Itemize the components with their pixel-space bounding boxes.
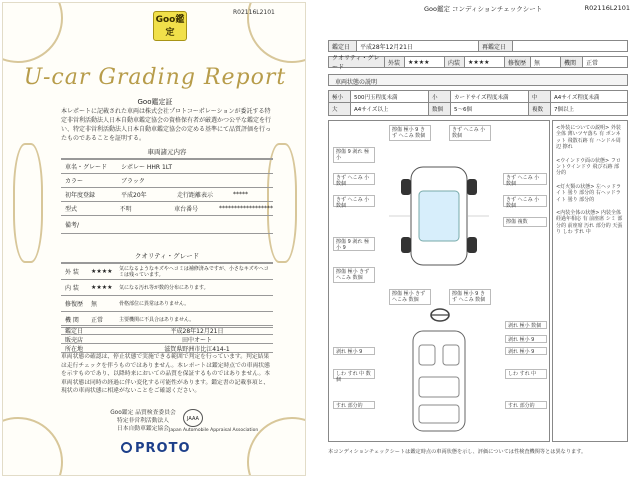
damage-note: 擦傷 極小 9 きず へこみ 数個 bbox=[449, 289, 491, 305]
damage-note: 擦傷 極小 9 きず へこみ 数個 bbox=[389, 125, 431, 141]
damage-note: 擦傷 極小 きず へこみ 数個 bbox=[389, 289, 431, 305]
proto-mark-icon bbox=[121, 442, 132, 453]
ornament-bottom-left bbox=[2, 417, 63, 476]
sheet-title: Goo鑑定 コンディションチェックシート bbox=[424, 5, 543, 13]
goo-logo: Goo鑑定 bbox=[153, 11, 187, 41]
exterior-note: <外装についての説明> 外装全体 薄いツヤ落ち 有 ボンネット 飛散石跡 有 ハンドル周辺 擦れ bbox=[556, 125, 621, 151]
damage-note: きず へこみ 小 数個 bbox=[503, 195, 547, 207]
damage-note: すれ 部分的 bbox=[505, 401, 547, 409]
damage-note: 擦傷 9 剥れ 極小 bbox=[333, 147, 375, 163]
size-legend-row: 大 A4サイズ以上 数個 5〜6個 複数 7個以上 bbox=[329, 103, 627, 115]
damage-note: きず へこみ 小 数個 bbox=[333, 195, 375, 207]
vehicle-row: 車名・グレード シボレー HHR 1LT bbox=[61, 160, 273, 174]
size-legend bbox=[328, 90, 628, 116]
quality-row: 外 装 ★★★★ 気になるようなキズやヘコミは補修済みですが、小さなキズやヘコミは残っています。 bbox=[61, 264, 273, 280]
date-row: 鑑定日 平成28年12月21日 再鑑定日 bbox=[328, 40, 628, 52]
damage-note: すれ 部分的 bbox=[333, 401, 375, 409]
condition-check-sheet bbox=[320, 2, 638, 478]
jaaa-logo: JAAA bbox=[183, 409, 203, 427]
appraisal-row: 鑑定日 平成28年12月21日 bbox=[61, 326, 273, 335]
vehicle-row: カラー ブラック bbox=[61, 174, 273, 188]
sheet-id: R02116L2101 bbox=[584, 4, 630, 12]
interior-note: <内装全体の状態> 内装全体 経過年相応 有 前座席 シミ 部分的 前座席 汚れ 部分的 天張り しわ すれ 中 bbox=[556, 210, 623, 236]
quality-table bbox=[61, 263, 273, 328]
damage-note: 剥れ 極小 数個 bbox=[505, 321, 547, 329]
ornament-left bbox=[13, 143, 43, 263]
appraisal-row: 所在地 滋賀県野洲市比江414-1 bbox=[61, 344, 273, 353]
certificate-id: R02116L2101 bbox=[233, 9, 275, 16]
quality-row: 機 関 正常 主要機関に不具合はありません。 bbox=[61, 312, 273, 328]
size-legend-row: 極小 500円玉程度未満 小 カードサイズ程度未満 中 A4サイズ程度未満 bbox=[329, 91, 627, 103]
vehicle-row: 型式 不明 車台番号 ****************** bbox=[61, 202, 273, 216]
certificate-signature: Goo鑑定 品質検査委員会 特定非営利活動法人 日本自動車鑑定協会 bbox=[110, 410, 176, 432]
jaaa-label: Japan Automobile Appraisal Association bbox=[169, 428, 259, 433]
damage-note: しわ すれ 中 bbox=[505, 369, 547, 379]
car-exterior-icon bbox=[389, 161, 489, 271]
damage-note: 剥れ 極小 9 bbox=[505, 335, 547, 343]
steering-wheel-icon bbox=[429, 307, 451, 323]
damage-note: しわ すれ 中 数個 bbox=[333, 369, 375, 379]
appraisal-table bbox=[61, 325, 273, 353]
damage-note: きず へこみ 小 数個 bbox=[449, 125, 491, 141]
certificate-subtitle: Goo鑑定証 bbox=[137, 98, 173, 106]
quality-row: 内 装 ★★★★ 気になる汚れ等が数的分布にあります。 bbox=[61, 280, 273, 296]
vehicle-section-title: 車両諸元内容 bbox=[61, 147, 273, 159]
damage-note: 擦傷 極小 きず へこみ 数個 bbox=[333, 267, 375, 283]
damage-note: きず へこみ 小 数個 bbox=[503, 173, 547, 185]
certificate-note: 車両状態の確認は、停止状態で実施できる範囲で判定を行っています。判定結果は走行チェックを伴うものではありません。本レポートは鑑定時点での車両状態を示すものであり、以降時来においての品質を保証するものではありません。本車両状態は同時の経過に伴い変化する可能性があります。鑑定書の記載事項と、現状の車両状態に相違がないことをご確認ください。 bbox=[61, 354, 271, 395]
ornament-bottom-right bbox=[247, 417, 306, 476]
car-interior-icon bbox=[389, 327, 489, 437]
explanation-header: 車両状態の説明 bbox=[328, 74, 628, 86]
grade-row: クオリティ・グレード 外装 ★★★★ 内装 ★★★★ 修復歴 無 機関 正常 bbox=[328, 56, 628, 68]
quality-section-title: クオリティ・グレード bbox=[61, 251, 273, 263]
damage-note: 擦傷 複数 bbox=[503, 217, 547, 227]
window-note: <ウインドウ面の状態> フロントウインドウ 飛び石跡 部分的 bbox=[556, 157, 621, 177]
damage-note: 剥れ 極小 9 bbox=[333, 347, 375, 355]
ornament-top-left bbox=[2, 2, 63, 63]
sheet-footnote: 本コンディションチェックシートは鑑定時点の車両状態を示し、評価については性検査機関等とは異なります。 bbox=[328, 449, 587, 455]
vehicle-row: 初年度登録 平成20年 走行距離表示 ***** bbox=[61, 188, 273, 202]
certificate-title: U-car Grading Report bbox=[23, 65, 287, 90]
damage-note: きず へこみ 小 数個 bbox=[333, 173, 375, 185]
certificate-intro: 本レポートに記載された車両は株式会社プロトコーポレーションが委託する特定非営利活動法人日本自動車鑑定協会の資格保有者が厳選かつ公平な鑑定を行い、特定非営利活動法人日本自動車鑑定協会の定める基準にて品質評価を行ったものであることを証明する。 bbox=[61, 108, 272, 142]
vehicle-table bbox=[61, 159, 273, 234]
appraisal-row: 販売店 田中オート bbox=[61, 335, 273, 344]
damage-note: 剥れ 極小 9 bbox=[505, 347, 547, 355]
vehicle-row: 備考/ bbox=[61, 216, 273, 234]
quality-row: 修復歴 無 骨格部位に異常はありません。 bbox=[61, 296, 273, 312]
damage-diagram bbox=[328, 120, 550, 442]
proto-logo: PROTO bbox=[121, 441, 191, 456]
light-note: <灯火類の状態> 左ヘッドライト 曇り 部分的 右ヘッドライト 曇り 部分的 bbox=[556, 183, 621, 203]
damage-note: 擦傷 9 剥れ 極小 9 bbox=[333, 237, 375, 251]
condition-notes bbox=[552, 120, 628, 442]
grading-certificate bbox=[2, 2, 306, 476]
